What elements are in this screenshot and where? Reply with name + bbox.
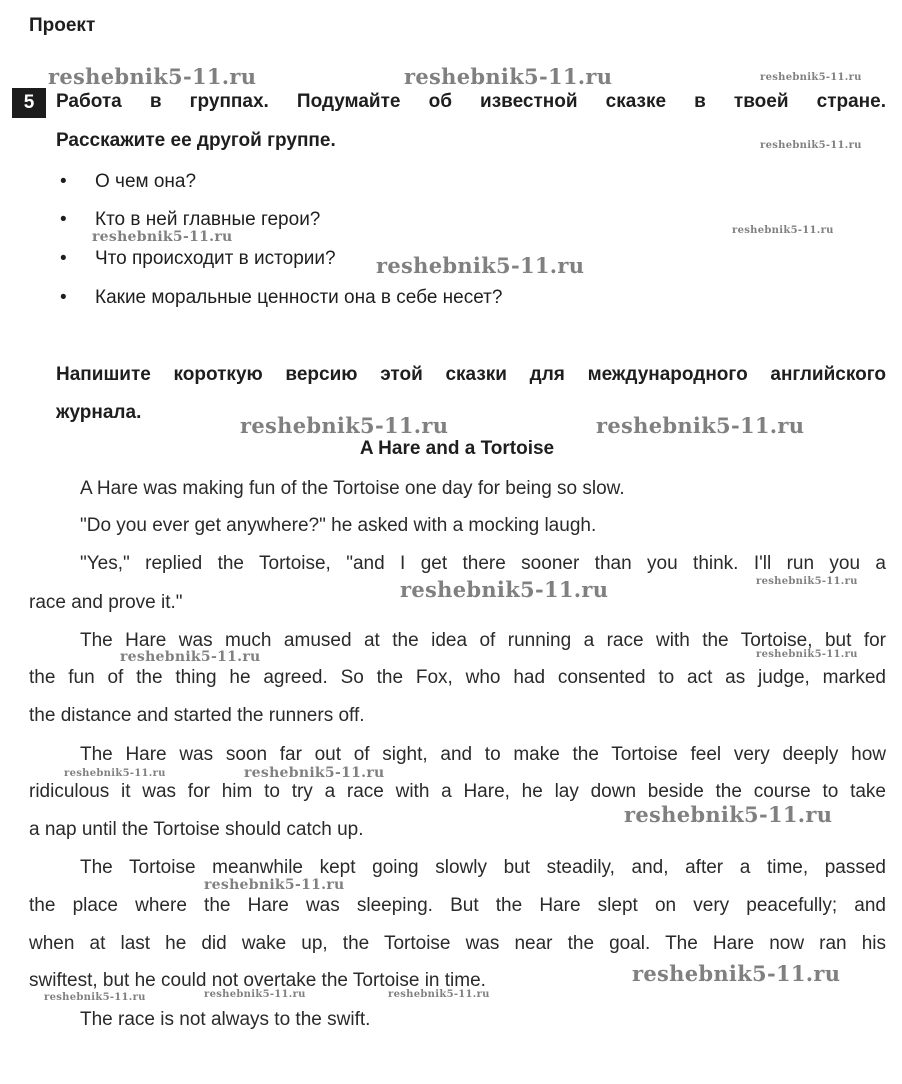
write-instruction-line-1: Напишите короткую версию этой сказки для международного английского	[56, 364, 886, 385]
section-title: Проект	[29, 15, 96, 36]
watermark: reshebnik5-11.ru	[48, 64, 257, 89]
watermark: reshebnik5-11.ru	[732, 225, 834, 236]
watermark: reshebnik5-11.ru	[64, 768, 166, 779]
watermark: reshebnik5-11.ru	[204, 877, 345, 893]
watermark: reshebnik5-11.ru	[244, 765, 385, 781]
watermark: reshebnik5-11.ru	[92, 229, 233, 245]
watermark: reshebnik5-11.ru	[44, 992, 146, 1003]
watermark: reshebnik5-11.ru	[596, 413, 805, 438]
story-line: the distance and started the runners off.	[29, 705, 365, 726]
question-text: О чем она?	[95, 171, 197, 192]
story-line: the place where the Hare was sleeping. But the Hare slept on very peacefully; and	[29, 895, 886, 916]
watermark: reshebnik5-11.ru	[632, 961, 841, 986]
watermark: reshebnik5-11.ru	[756, 649, 858, 660]
bullet-icon: •	[60, 248, 67, 269]
watermark: reshebnik5-11.ru	[760, 72, 862, 83]
watermark: reshebnik5-11.ru	[624, 802, 833, 827]
task-instruction-line-2: Расскажите ее другой группе.	[56, 130, 336, 151]
watermark: reshebnik5-11.ru	[240, 413, 449, 438]
story-title: A Hare and a Tortoise	[359, 438, 555, 459]
question-text: Кто в ней главные герои?	[95, 209, 321, 230]
story-line: A Hare was making fun of the Tortoise one day for being so slow.	[80, 478, 625, 499]
bullet-icon: •	[60, 171, 67, 192]
story-line: swiftest, but he could not overtake the Tortoise in time.	[29, 970, 486, 991]
task-number-badge: 5	[12, 88, 46, 118]
question-text: Какие моральные ценности она в себе несет?	[95, 287, 503, 308]
watermark: reshebnik5-11.ru	[404, 64, 613, 89]
story-line: "Yes," replied the Tortoise, "and I get there sooner than you think. I'll run you a	[80, 553, 886, 574]
watermark: reshebnik5-11.ru	[400, 577, 609, 602]
watermark: reshebnik5-11.ru	[376, 253, 585, 278]
story-line: the fun of the thing he agreed. So the Fox, who had consented to act as judge, marked	[29, 667, 886, 688]
story-line: The Hare was much amused at the idea of running a race with the Tortoise, but for	[80, 630, 886, 651]
task-instruction-line-1: Работа в группах. Подумайте об известной сказке в твоей стране.	[56, 91, 886, 112]
story-line: The Hare was soon far out of sight, and to make the Tortoise feel very deeply how	[80, 744, 886, 765]
watermark: reshebnik5-11.ru	[756, 576, 858, 587]
story-line: "Do you ever get anywhere?" he asked with a mocking laugh.	[80, 515, 597, 536]
watermark: reshebnik5-11.ru	[388, 989, 490, 1000]
watermark: reshebnik5-11.ru	[120, 649, 261, 665]
story-line: ridiculous it was for him to try a race with a Hare, he lay down beside the course to take	[29, 781, 886, 802]
watermark: reshebnik5-11.ru	[760, 140, 862, 151]
bullet-icon: •	[60, 209, 67, 230]
story-line: The race is not always to the swift.	[80, 1009, 371, 1030]
bullet-icon: •	[60, 287, 67, 308]
story-line: when at last he did wake up, the Tortoise was near the goal. The Hare now ran his	[29, 933, 886, 954]
question-text: Что происходит в истории?	[95, 248, 336, 269]
watermark: reshebnik5-11.ru	[204, 989, 306, 1000]
story-line: race and prove it."	[29, 592, 183, 613]
story-line: The Tortoise meanwhile kept going slowly but steadily, and, after a time, passed	[80, 857, 886, 878]
write-instruction-line-2: журнала.	[56, 402, 142, 423]
story-line: a nap until the Tortoise should catch up.	[29, 819, 364, 840]
